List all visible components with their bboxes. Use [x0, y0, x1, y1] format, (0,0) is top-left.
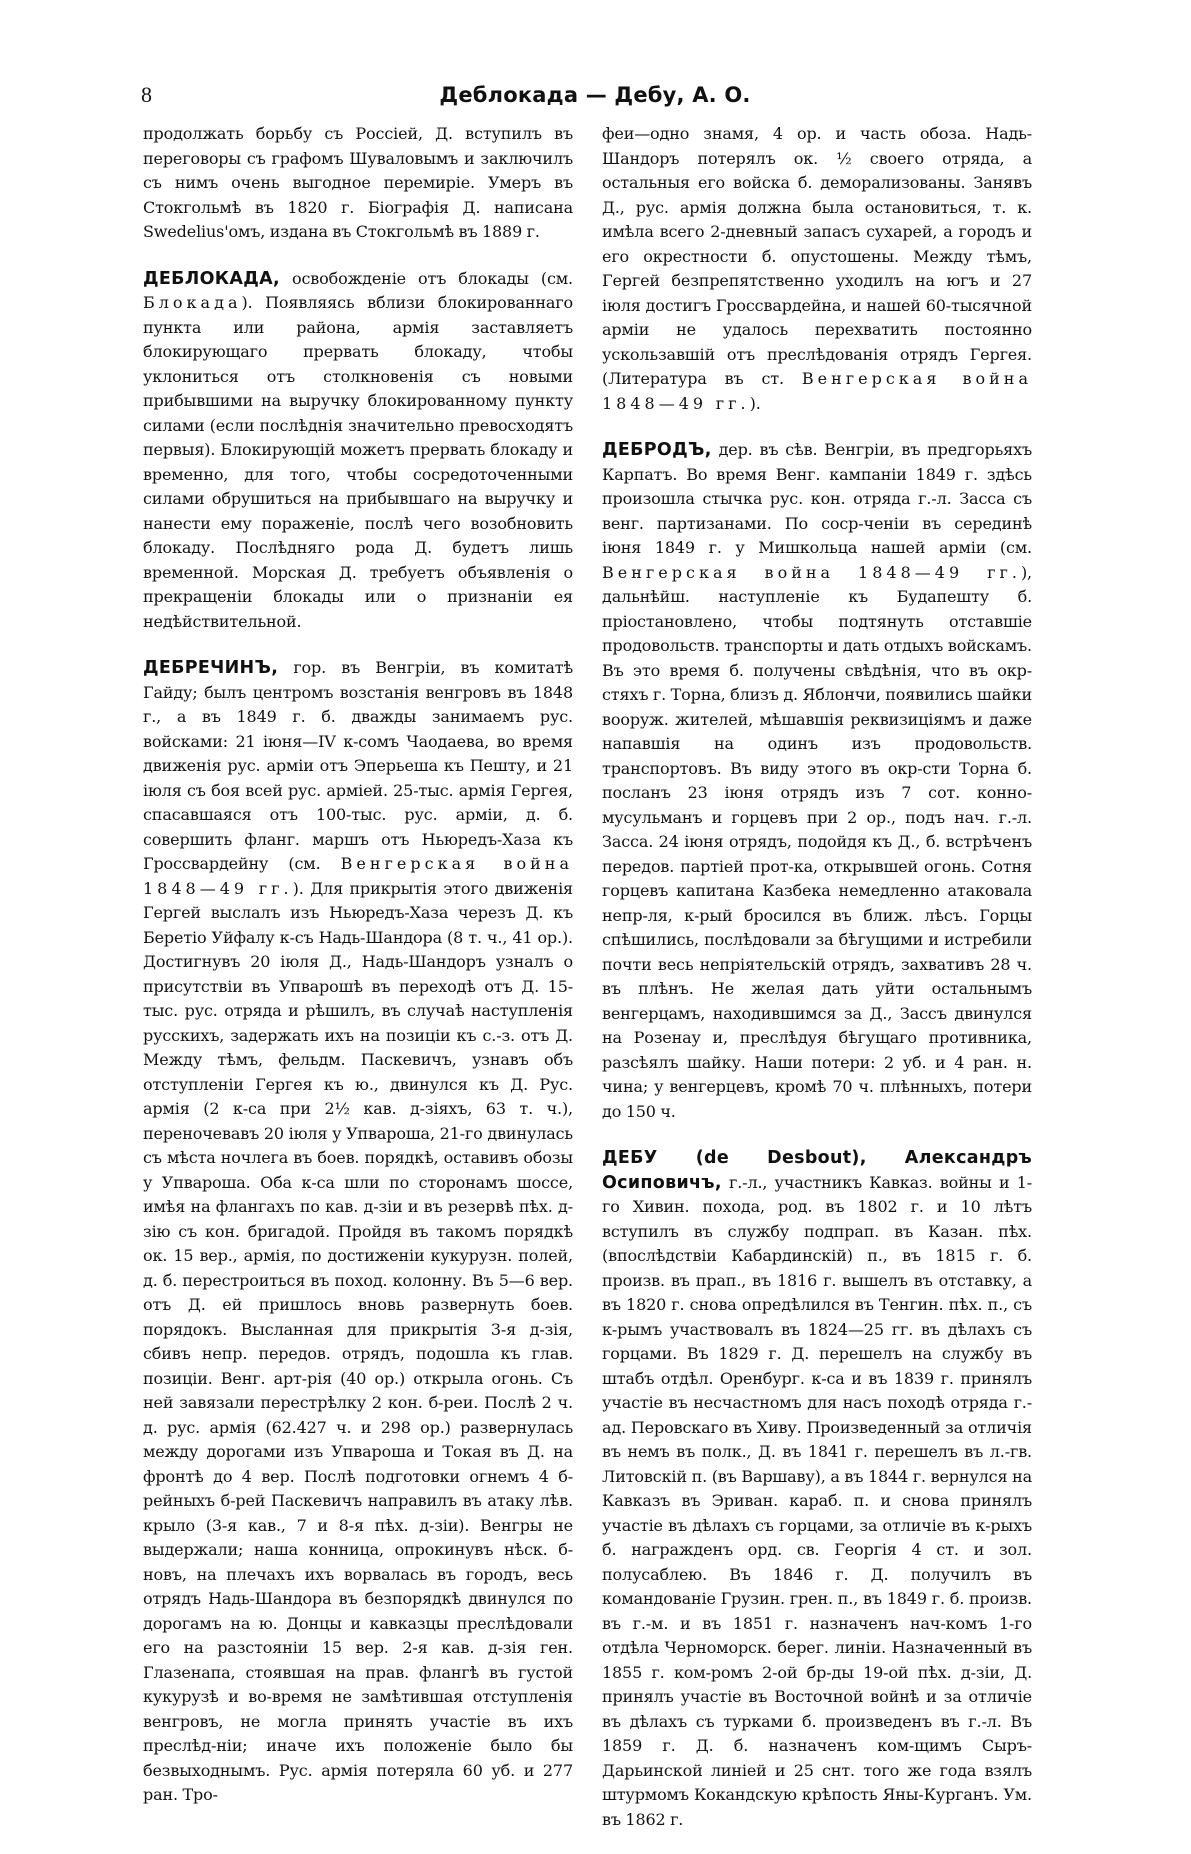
entry-debrod: [602, 438, 1032, 1124]
entry-text: освобожденіе отъ блокады (см.: [291, 268, 573, 288]
entry-text: ). Появляясь вблизи блокированнаго пункта или района, армія заставляетъ блокирующаго прервать блокаду, чтобы уклониться отъ столкновенія съ новыми прибывшими на выручку блокированному пункту силами (если послѣднія значительно превосходятъ первыя). Блокирующій можетъ прервать блокаду и временно, для того, чтобы сосредоточенными силами обрушиться на прибывшаго на выручку и нанести ему пораженіе, послѣ чего возобновить блокаду. Послѣдняго рода Д. будетъ лишь временной. Морская Д. требуетъ объявленія о прекращеніи блокады или о признаніи ея недѣйствительной.: [143, 293, 573, 631]
entry-debloкada: [143, 267, 573, 635]
entry-term: ДЕБРЕЧИНЪ,: [143, 658, 279, 678]
entry-debu: [602, 1146, 1032, 1832]
entry-term: ДЕБЛОКАДА,: [143, 268, 280, 289]
left-column: [143, 122, 573, 1830]
cross-reference: Венгерская война 1848—49 гг.: [602, 369, 1032, 413]
cross-reference: Венгерская война 1848—49 гг.: [143, 854, 574, 898]
entry-term: ДЕБУ (de Desbout), Александръ Осиповичъ,: [602, 1148, 1032, 1193]
entry-debrechin: [143, 656, 573, 1808]
entry-text: ).: [749, 393, 761, 413]
running-title: Деблокада — Дебу, А. О.: [439, 83, 751, 107]
entry-text: дер. въ сѣв. Венгріи, въ предгорьяхъ Карпатъ. Во время Венг. кампаніи 1849 г. здѣсь произошла стычка рус. кон. отряда г.-л. Засса съ венг. партизанами. По соср-ченіи въ серединѣ іюня 1849 г. у Мишкольца нашей арміи (см.: [602, 440, 1032, 557]
right-column: [602, 122, 1032, 1854]
page-number: 8: [141, 82, 152, 107]
entry-text: ), дальнѣйш. наступленіе къ Будапешту б. пріостановлено, чтобы подтянуть отставшіе продовольств. транспорты и дать отдыхъ войскамъ. Въ это время б. получены свѣдѣнія, что въ окр-стяхъ г. Торна, близъ д. Яблончи, появились шайки вооруж. жителей, мѣшавшія реквизиціямъ и даже напавшія на одинъ изъ продовольств. транспортовъ. Въ виду этого въ окр-сти Торна б. посланъ 23 іюня отрядъ изъ 7 сот. конно-мусульманъ и горцевъ при 2 ор., подъ нач. г.-л. Засса. 24 іюня отрядъ, подойдя къ Д., б. встрѣченъ передов. партіей прот-ка, открывшей огонь. Сотня горцевъ капитана Казбека немедленно атаковала непр-ля, к-рый бросился въ ближ. лѣсъ. Горцы спѣшились, послѣдовали за бѣгущими и истребили почти весь непріятельскій отрядъ, захвативъ 28 ч. въ плѣнъ. Не желая дать уйти остальнымъ венгерцамъ, находившимся за Д., Зассъ двинулся на Розенау и, преслѣдуя бѣгущаго противника, разсѣялъ шайку. Наши потери: 2 уб. и 4 ран. н. чина; у венгерцевъ, кромѣ 70 ч. плѣнныхъ, потери до 150 ч.: [602, 562, 1032, 1121]
entry-text: продолжать борьбу съ Россіей, Д. вступилъ въ переговоры съ графомъ Шуваловымъ и заключилъ съ нимъ очень выгодное перемиріе. Умеръ въ Стокгольмѣ въ 1820 г. Біографія Д. написана Swedelius'омъ, издана въ Стокгольмѣ въ 1889 г.: [143, 124, 573, 241]
entry-text: ). Для прикрытія этого движенія Гергей выслалъ изъ Ньюредъ-Хаза черезъ Д. къ Беретіо Уйфалу к-съ Надь-Шандора (8 т. ч., 41 ор.). Достигнувъ 20 іюля Д., Надь-Шандоръ узналъ о присутствіи въ Упварошѣ въ переходѣ отъ Д. 15-тыс. рус. отряда и рѣшилъ, въ случаѣ наступленія русскихъ, задержать ихъ на позиціи къ с.-з. отъ Д. Между тѣмъ, фельдм. Паскевичъ, узнавъ объ отступленіи Гергея къ ю., двинулся къ Д. Рус. армія (2 к-са при 2½ кав. д-зіяхъ, 63 т. ч.), переночевавъ 20 іюля у Упвароша, 21-го двинулась съ мѣста ночлега въ боев. порядкѣ, оставивъ обозы у Упвароша. Оба к-са шли по сторонамъ шоссе, имѣя на флангахъ по кав. д-зіи и въ резервѣ пѣх. д-зію съ кон. бригадой. Пройдя въ такомъ порядкѣ ок. 15 вер., армія, по достиженіи кукурузн. полей, д. б. перестроиться въ поход. колонну. Въ 5—6 вер. отъ Д. ей пришлось вновь развернуть боев. порядокъ. Высланная для прикрытія 3-я д-зія, сбивъ непр. передов. отрядъ, подошла къ глав. позиціи. Венг. арт-рія (40 ор.) открыла огонь. Съ ней завязали перестрѣлку 2 кон. б-реи. Послѣ 2 ч. д. рус. армія (62.427 ч. и 298 ор.) развернулась между дорогами изъ Упвароша и Токая въ Д. на фронтѣ до 4 вер. Послѣ подготовки огнемъ 4 б-рейныхъ б-рей Паскевичъ направилъ въ атаку лѣв. крыло (3-я кав., 7 и 8-я пѣх. д-зіи). Венгры не выдержали; наша конница, опрокинувъ нѣск. б-новъ, на плечахъ ихъ ворвалась въ городъ, весь отрядъ Надь-Шандора въ безпорядкѣ двинулся по дорогамъ на ю. Донцы и кавказцы преслѣдовали его на разстояніи 15 вер. 2-я кав. д-зія ген. Глазенапа, стоявшая на прав. флангѣ въ густой кукурузѣ и во-время не замѣтившая отступленія венгровъ, не могла принять участіе въ ихъ преслѣд-ніи; иначе ихъ положеніе было бы безвыходнымъ. Рус. армія потеряла 60 уб. и 277 ран. Тро-: [143, 878, 573, 1804]
cross-reference: Венгерская война 1848—49 гг.: [602, 562, 1021, 582]
entry-text: гор. въ Венгріи, въ комитатѣ Гайду; былъ центромъ возстанія венгровъ въ 1848 г., а въ 1849 г. б. дважды занимаемъ рус. войсками: 21 іюня—IV к-сомъ Чаодаева, во время движенія рус. арміи отъ Эперьеша къ Пешту, и 21 іюля съ боя всей рус. арміей. 25-тыс. армія Гергея, спасавшаяся отъ 100-тыс. рус. арміи, д. б. совершить фланг. маршъ отъ Ньюредъ-Хаза къ Гроссвардейну (см.: [143, 658, 573, 873]
entry-text: феи—одно знамя, 4 ор. и часть обоза. Надь-Шандоръ потерялъ ок. ½ своего отряда, а остальныя его войска б. деморализованы. Занявъ Д., рус. армія должна была остановиться, т. к. имѣла всего 2-дневный запасъ сухарей, а городъ и его окрестности б. опустошены. Между тѣмъ, Гергей безпрепятственно уходилъ на югъ и 27 іюля достигъ Гроссвардейна, и нашей 60-тысячной арміи не удалось перехватить постоянно ускользавшій отъ преслѣдованія отрядъ Гергея. (Литература въ ст.: [602, 124, 1032, 388]
entry-text: г.-л., участникъ Кавказ. войны и 1-го Хивин. похода, род. въ 1802 г. и 10 лѣтъ вступилъ въ службу подпрап. въ Казан. пѣх. (впослѣдствіи Кабардинскій) п., въ 1815 г. б. произв. въ прап., въ 1816 г. вышелъ въ отставку, а въ 1820 г. снова опредѣлился въ Тенгин. пѣх. п., съ к-рымъ участвовалъ въ 1824—25 гг. въ дѣлахъ съ горцами. Въ 1829 г. Д. перешелъ на службу въ штабъ отдѣл. Оренбург. к-са и въ 1839 г. принялъ участіе въ несчастномъ для насъ походѣ отряда г.-ад. Перовскаго въ Хиву. Произведенный за отличія въ немъ въ полк., Д. въ 1841 г. перешелъ въ л.-гв. Литовскій п. (въ Варшаву), а въ 1844 г. вернулся на Кавказъ въ Эриван. караб. п. и снова принялъ участіе въ дѣлахъ съ горцами, за отличіе въ к-рыхъ б. награжденъ орд. св. Георгія 4 ст. и зол. полусаблею. Въ 1846 г. Д. получилъ въ командованіе Грузин. грен. п., въ 1849 г. б. произв. въ г.-м. и въ 1851 г. назначенъ нач-комъ 1-го отдѣла Черноморск. берег. линіи. Назначенный въ 1855 г. ком-ромъ 2-ой бр-ды 19-ой пѣх. д-зіи, Д. принялъ участіе въ Восточной войнѣ и за отличіе въ дѣлахъ съ турками б. произведенъ въ г.-л. Въ 1859 г. Д. б. назначенъ ком-щимъ Сыръ-Дарьинской линіей и 25 снт. того же года взялъ штурмомъ Кокандскую крѣпость Яны-Курганъ. Ум. въ 1862 г.: [602, 1172, 1032, 1829]
entry-continuation: [143, 122, 573, 245]
entry-term: ДЕБРОДЪ,: [602, 440, 712, 460]
cross-reference: Блокада: [143, 293, 242, 312]
entry-debrechin-continued: [602, 122, 1032, 416]
